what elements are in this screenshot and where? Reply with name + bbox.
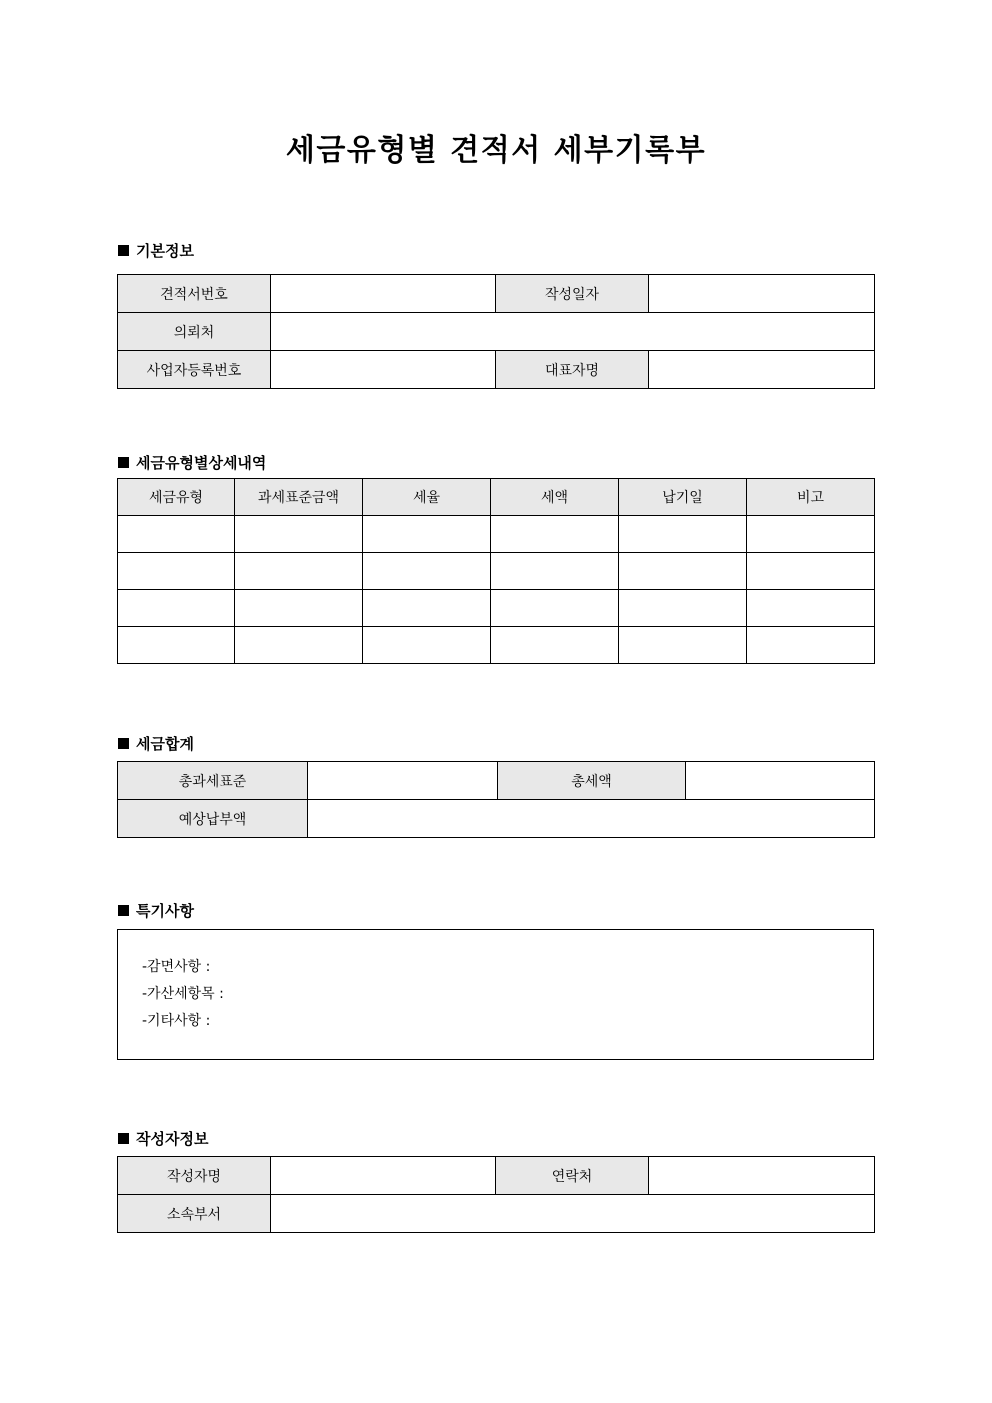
cell-tax-base-amount[interactable]: [235, 590, 363, 627]
basic-info-table: [117, 274, 875, 389]
cell-remarks[interactable]: [747, 590, 875, 627]
section-heading-notes: [118, 900, 194, 921]
cell-tax-base-amount[interactable]: [235, 516, 363, 553]
table-row: [118, 627, 875, 664]
cell-tax-type[interactable]: [118, 590, 235, 627]
section-heading-basic-info-label: 기본정보: [136, 242, 194, 260]
column-header-tax-type: 세금유형: [118, 479, 235, 516]
author-info-table: [117, 1156, 875, 1233]
cell-tax-rate[interactable]: [363, 590, 491, 627]
section-heading-author-info-label: 작성자정보: [136, 1130, 209, 1148]
bullet-square-icon: [118, 1133, 129, 1144]
label-contact: 연락처: [496, 1157, 649, 1195]
label-author-name: 작성자명: [118, 1157, 271, 1195]
section-heading-tax-summary-label: 세금합계: [136, 735, 194, 753]
table-row: [118, 553, 875, 590]
label-client: 의뢰처: [118, 313, 271, 351]
field-total-tax-amount[interactable]: [686, 762, 875, 800]
label-department: 소속부서: [118, 1195, 271, 1233]
notes-line-penalty-items: -가산세항목 :: [142, 986, 224, 1002]
section-heading-basic-info: [118, 240, 194, 261]
table-header-row: [118, 479, 875, 516]
cell-tax-base-amount[interactable]: [235, 553, 363, 590]
column-header-tax-amount: 세액: [491, 479, 619, 516]
field-total-tax-base[interactable]: [308, 762, 498, 800]
cell-tax-amount[interactable]: [491, 553, 619, 590]
section-heading-notes-label: 특기사항: [136, 902, 194, 920]
label-quote-number: 견적서번호: [118, 275, 271, 313]
cell-tax-rate[interactable]: [363, 516, 491, 553]
table-row: [118, 800, 875, 838]
label-issue-date: 작성일자: [496, 275, 649, 313]
tax-summary-table: [117, 761, 875, 838]
cell-due-date[interactable]: [619, 590, 747, 627]
field-business-registration-number[interactable]: [271, 351, 496, 389]
label-business-registration-number: 사업자등록번호: [118, 351, 271, 389]
bullet-square-icon: [118, 245, 129, 256]
cell-due-date[interactable]: [619, 553, 747, 590]
cell-due-date[interactable]: [619, 627, 747, 664]
field-contact[interactable]: [649, 1157, 875, 1195]
table-row: [118, 762, 875, 800]
field-issue-date[interactable]: [649, 275, 875, 313]
column-header-tax-base-amount: 과세표준금액: [235, 479, 363, 516]
section-heading-tax-summary: [118, 733, 194, 754]
notes-line-reduction: -감면사항 :: [142, 959, 211, 975]
cell-tax-base-amount[interactable]: [235, 627, 363, 664]
label-representative-name: 대표자명: [496, 351, 649, 389]
table-row: [118, 1157, 875, 1195]
field-quote-number[interactable]: [271, 275, 496, 313]
table-row: [118, 1195, 875, 1233]
bullet-square-icon: [118, 457, 129, 468]
field-client[interactable]: [271, 313, 875, 351]
field-representative-name[interactable]: [649, 351, 875, 389]
cell-tax-type[interactable]: [118, 553, 235, 590]
bullet-square-icon: [118, 905, 129, 916]
field-estimated-payment[interactable]: [308, 800, 875, 838]
column-header-remarks: 비고: [747, 479, 875, 516]
column-header-due-date: 납기일: [619, 479, 747, 516]
table-row: [118, 590, 875, 627]
column-header-tax-rate: 세율: [363, 479, 491, 516]
table-row: [118, 351, 875, 389]
tax-detail-table: [117, 478, 875, 664]
cell-tax-amount[interactable]: [491, 516, 619, 553]
cell-remarks[interactable]: [747, 627, 875, 664]
table-row: [118, 313, 875, 351]
notes-list: [118, 930, 873, 1035]
cell-tax-rate[interactable]: [363, 627, 491, 664]
section-heading-tax-detail-label: 세금유형별상세내역: [136, 454, 267, 472]
cell-remarks[interactable]: [747, 516, 875, 553]
cell-remarks[interactable]: [747, 553, 875, 590]
notes-box[interactable]: [117, 929, 874, 1060]
label-estimated-payment: 예상납부액: [118, 800, 308, 838]
field-author-name[interactable]: [271, 1157, 496, 1195]
notes-line-other: -기타사항 :: [142, 1013, 211, 1029]
cell-tax-type[interactable]: [118, 627, 235, 664]
cell-tax-amount[interactable]: [491, 627, 619, 664]
section-heading-author-info: [118, 1128, 208, 1149]
cell-due-date[interactable]: [619, 516, 747, 553]
cell-tax-amount[interactable]: [491, 590, 619, 627]
bullet-square-icon: [118, 738, 129, 749]
cell-tax-rate[interactable]: [363, 553, 491, 590]
section-heading-tax-detail: [118, 452, 266, 473]
table-row: [118, 275, 875, 313]
table-row: [118, 516, 875, 553]
label-total-tax-base: 총과세표준: [118, 762, 308, 800]
field-department[interactable]: [271, 1195, 875, 1233]
cell-tax-type[interactable]: [118, 516, 235, 553]
label-total-tax-amount: 총세액: [498, 762, 686, 800]
page-title: 세금유형별 견적서 세부기록부: [285, 133, 707, 168]
